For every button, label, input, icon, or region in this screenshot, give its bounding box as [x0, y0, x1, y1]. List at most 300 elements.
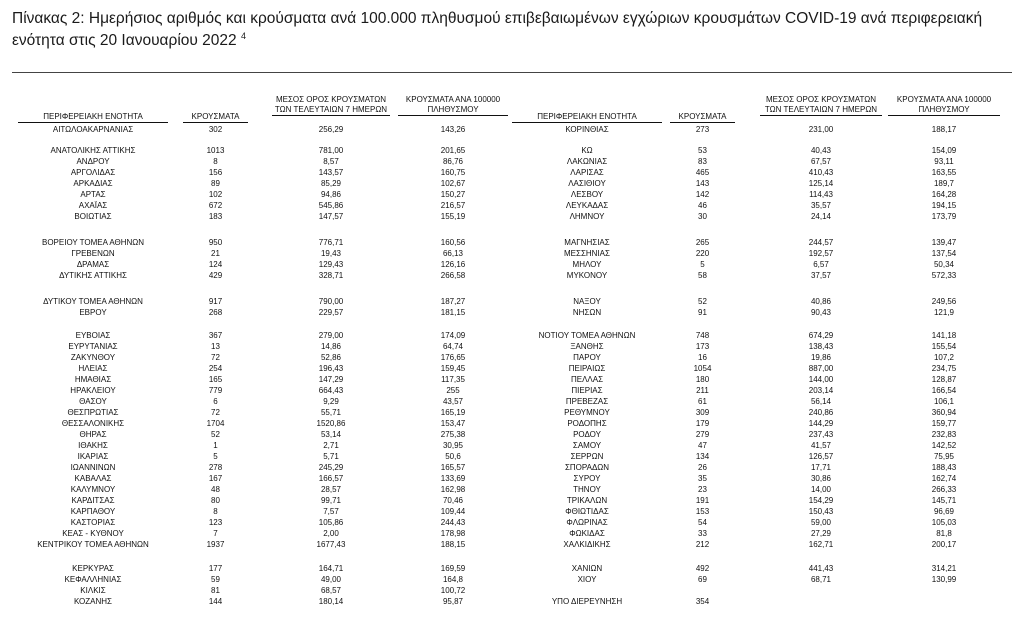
cell-per100k: 130,99: [931, 575, 957, 584]
cell-avg7: 126,57: [808, 452, 834, 461]
cell-avg7: 2,00: [323, 529, 339, 538]
cell-region: ΛΕΥΚΑΔΑΣ: [565, 201, 609, 210]
cell-cases: 69: [698, 575, 707, 584]
cell-per100k: 137,54: [931, 249, 957, 258]
cell-avg7: 68,71: [810, 575, 832, 584]
cell-avg7: 17,71: [810, 463, 832, 472]
cell-per100k: 105,03: [931, 518, 957, 527]
cell-per100k: 100,72: [440, 586, 466, 595]
cell-avg7: 147,29: [318, 375, 344, 384]
cell-avg7: 256,29: [318, 125, 344, 134]
cell-cases: 179: [695, 419, 710, 428]
cell-region: ΥΠΟ ΔΙΕΡΕΥΝΗΣΗ: [551, 597, 623, 606]
cell-cases: 183: [208, 212, 223, 221]
cell-avg7: 55,71: [320, 408, 342, 417]
cell-per100k: 75,95: [933, 452, 955, 461]
cell-region: ΚΕΑΣ - ΚΥΘΝΟΥ: [62, 529, 124, 538]
cell-region: ΑΝΑΤΟΛΙΚΗΣ ΑΤΤΙΚΗΣ: [50, 146, 136, 155]
cell-cases: 279: [695, 430, 710, 439]
cell-avg7: 35,57: [810, 201, 832, 210]
cell-region: ΧΑΛΚΙΔΙΚΗΣ: [563, 540, 611, 549]
header-per100k-right: ΚΡΟΥΣΜΑΤΑ ΑΝΑ 100000 ΠΛΗΘΥΣΜΟΥ: [888, 95, 1000, 116]
cell-per100k: 165,57: [440, 463, 466, 472]
cell-cases: 61: [698, 397, 707, 406]
cell-per100k: 249,56: [931, 297, 957, 306]
cell-per100k: 194,15: [931, 201, 957, 210]
cell-avg7: 9,29: [323, 397, 339, 406]
cell-per100k: 201,65: [440, 146, 466, 155]
cell-per100k: 360,94: [931, 408, 957, 417]
cell-region: ΘΗΡΑΣ: [79, 430, 107, 439]
cell-avg7: 2,71: [323, 441, 339, 450]
cell-cases: 83: [698, 157, 707, 166]
cell-region: ΘΑΣΟΥ: [79, 397, 107, 406]
cell-cases: 220: [695, 249, 710, 258]
cell-per100k: 188,17: [931, 125, 957, 134]
cell-cases: 8: [213, 157, 218, 166]
cell-cases: 5: [213, 452, 218, 461]
cell-region: ΜΕΣΣΗΝΙΑΣ: [564, 249, 610, 258]
cell-region: ΘΕΣΣΑΛΟΝΙΚΗΣ: [61, 419, 125, 428]
cell-cases: 950: [208, 238, 223, 247]
cell-cases: 52: [211, 430, 220, 439]
cell-per100k: 266,33: [931, 485, 957, 494]
cell-region: ΕΒΡΟΥ: [79, 308, 107, 317]
cell-per100k: 95,87: [442, 597, 464, 606]
cell-per100k: 162,74: [931, 474, 957, 483]
cell-cases: 52: [698, 297, 707, 306]
title-text: Πίνακας 2: Ημερήσιος αριθμός και κρούσματα ανά 100.000 πληθυσμού επιβεβαιωμένων εγχώριων κρουσμάτων COVID-19 ανά περιφερειακή ενότητα στις 20 Ιανουαρίου 2022: [12, 10, 983, 49]
cell-avg7: 99,71: [320, 496, 342, 505]
cell-avg7: 1677,43: [316, 540, 346, 549]
cell-cases: 33: [698, 529, 707, 538]
cell-region: ΦΘΙΩΤΙΔΑΣ: [565, 507, 609, 516]
cell-cases: 302: [208, 125, 223, 134]
cell-region: ΠΕΙΡΑΙΩΣ: [568, 364, 606, 373]
cell-per100k: 86,76: [442, 157, 464, 166]
cell-cases: 124: [208, 260, 223, 269]
cell-per100k: 50,6: [445, 452, 461, 461]
cell-avg7: 85,29: [320, 179, 342, 188]
cell-region: ΠΡΕΒΕΖΑΣ: [565, 397, 609, 406]
cell-cases: 91: [698, 308, 707, 317]
cell-avg7: 245,29: [318, 463, 344, 472]
cell-cases: 779: [208, 386, 223, 395]
cell-region: ΖΑΚΥΝΘΟΥ: [70, 353, 116, 362]
cell-avg7: 5,71: [323, 452, 339, 461]
cell-cases: 465: [695, 168, 710, 177]
cell-region: ΦΛΩΡΙΝΑΣ: [566, 518, 608, 527]
cell-cases: 13: [211, 342, 220, 351]
cell-per100k: 70,46: [442, 496, 464, 505]
title-divider: [12, 72, 1012, 73]
cell-avg7: 237,43: [808, 430, 834, 439]
cell-avg7: 52,86: [320, 353, 342, 362]
cell-per100k: 93,11: [934, 157, 954, 166]
cell-per100k: 164,28: [931, 190, 957, 199]
cell-region: ΑΝΔΡΟΥ: [76, 157, 110, 166]
cell-region: ΛΗΜΝΟΥ: [569, 212, 605, 221]
cell-cases: 80: [211, 496, 220, 505]
cell-avg7: 328,71: [318, 271, 344, 280]
cell-cases: 53: [698, 146, 707, 155]
cell-per100k: 266,58: [440, 271, 466, 280]
cell-avg7: 147,57: [318, 212, 344, 221]
cell-avg7: 114,43: [809, 190, 833, 199]
cell-avg7: 40,86: [810, 297, 832, 306]
cell-avg7: 203,14: [808, 386, 834, 395]
cell-region: ΗΛΕΙΑΣ: [78, 364, 108, 373]
cell-per100k: 150,27: [440, 190, 466, 199]
cell-region: ΙΩΑΝΝΙΝΩΝ: [70, 463, 116, 472]
cell-cases: 59: [211, 575, 220, 584]
cell-region: ΚΟΡΙΝΘΙΑΣ: [565, 125, 609, 134]
cell-cases: 102: [208, 190, 223, 199]
cell-region: ΑΧΑΪΑΣ: [78, 201, 108, 210]
cell-cases: 21: [211, 249, 220, 258]
cell-avg7: 19,86: [810, 353, 832, 362]
cell-per100k: 43,57: [442, 397, 464, 406]
cell-avg7: 56,14: [810, 397, 832, 406]
cell-cases: 72: [211, 353, 220, 362]
cell-avg7: 240,86: [808, 408, 834, 417]
cell-per100k: 143,26: [440, 125, 466, 134]
cell-avg7: 231,00: [808, 125, 834, 134]
cell-per100k: 106,1: [933, 397, 955, 406]
cell-per100k: 159,45: [440, 364, 466, 373]
cell-cases: 367: [208, 331, 223, 340]
cell-cases: 748: [695, 331, 710, 340]
header-cases-right: ΚΡΟΥΣΜΑΤΑ: [670, 112, 735, 123]
cell-region: ΡΟΔΟΥ: [573, 430, 601, 439]
cell-avg7: 229,57: [318, 308, 344, 317]
cell-per100k: 145,71: [931, 496, 957, 505]
cell-avg7: 6,57: [813, 260, 829, 269]
cell-per100k: 572,33: [931, 271, 957, 280]
cell-avg7: 674,29: [808, 331, 834, 340]
cell-per100k: 141,18: [931, 331, 957, 340]
cell-region: ΝΗΣΩΝ: [572, 308, 602, 317]
cell-region: ΚΙΛΚΙΣ: [80, 586, 106, 595]
cell-region: ΛΕΣΒΟΥ: [570, 190, 604, 199]
cell-per100k: 102,67: [440, 179, 466, 188]
cell-region: ΔΥΤΙΚΗΣ ΑΤΤΙΚΗΣ: [59, 271, 127, 280]
cell-cases: 191: [695, 496, 710, 505]
cell-per100k: 176,65: [440, 353, 466, 362]
cell-cases: 134: [695, 452, 710, 461]
cell-cases: 156: [208, 168, 223, 177]
cell-region: ΗΡΑΚΛΕΙΟΥ: [70, 386, 116, 395]
cell-region: ΠΑΡΟΥ: [573, 353, 601, 362]
header-region-right: ΠΕΡΙΦΕΡΕΙΑΚΗ ΕΝΟΤΗΤΑ: [512, 112, 662, 123]
cell-avg7: 1520,86: [316, 419, 346, 428]
cell-cases: 1054: [693, 364, 712, 373]
cell-per100k: 189,7: [933, 179, 955, 188]
cell-per100k: 232,83: [931, 430, 957, 439]
cell-region: ΚΑΣΤΟΡΙΑΣ: [70, 518, 116, 527]
cell-cases: 7: [213, 529, 218, 538]
cell-avg7: 125,14: [808, 179, 834, 188]
cell-per100k: 160,75: [440, 168, 466, 177]
cell-cases: 354: [695, 597, 710, 606]
cell-cases: 177: [208, 564, 223, 573]
cell-avg7: 154,29: [808, 496, 834, 505]
cell-cases: 309: [695, 408, 710, 417]
cell-avg7: 790,00: [318, 297, 344, 306]
cell-cases: 167: [208, 474, 223, 483]
cell-cases: 165: [208, 375, 223, 384]
cell-cases: 917: [208, 297, 223, 306]
cell-avg7: 30,86: [810, 474, 832, 483]
cell-avg7: 144,29: [808, 419, 834, 428]
cell-avg7: 129,43: [318, 260, 344, 269]
cell-region: ΛΑΣΙΘΙΟΥ: [568, 179, 606, 188]
cell-cases: 6: [213, 397, 218, 406]
header-region-left: ΠΕΡΙΦΕΡΕΙΑΚΗ ΕΝΟΤΗΤΑ: [18, 112, 168, 123]
cell-avg7: 410,43: [808, 168, 834, 177]
cell-region: ΡΟΔΟΠΗΣ: [567, 419, 607, 428]
cell-cases: 54: [698, 518, 707, 527]
cell-region: ΧΑΝΙΩΝ: [571, 564, 603, 573]
cell-region: ΛΑΡΙΣΑΣ: [570, 168, 604, 177]
cell-per100k: 128,87: [931, 375, 957, 384]
cell-avg7: 164,71: [318, 564, 344, 573]
cell-region: ΑΙΤΩΛΟΑΚΑΡΝΑΝΙΑΣ: [52, 125, 134, 134]
cell-avg7: 67,57: [810, 157, 832, 166]
cell-cases: 254: [208, 364, 223, 373]
cell-per100k: 126,16: [440, 260, 466, 269]
cell-avg7: 27,29: [810, 529, 832, 538]
cell-region: ΚΑΒΑΛΑΣ: [74, 474, 112, 483]
cell-region: ΣΑΜΟΥ: [572, 441, 602, 450]
cell-per100k: 173,79: [931, 212, 957, 221]
cell-region: ΠΕΛΛΑΣ: [570, 375, 604, 384]
header-avg7-right: ΜΕΣΟΣ ΟΡΟΣ ΚΡΟΥΣΜΑΤΩΝ ΤΩΝ ΤΕΛΕΥΤΑΙΩΝ 7 ΗΜΕΡΩΝ: [760, 95, 882, 116]
cell-cases: 211: [696, 386, 709, 395]
cell-cases: 1013: [206, 146, 225, 155]
cell-region: ΣΠΟΡΑΔΩΝ: [564, 463, 610, 472]
cell-avg7: 150,43: [808, 507, 834, 516]
cell-avg7: 37,57: [810, 271, 832, 280]
cell-region: ΤΡΙΚΑΛΩΝ: [566, 496, 608, 505]
cell-region: ΙΚΑΡΙΑΣ: [77, 452, 109, 461]
cell-cases: 35: [698, 474, 707, 483]
cell-avg7: 162,71: [808, 540, 834, 549]
cell-avg7: 545,86: [318, 201, 344, 210]
cell-region: ΕΥΒΟΙΑΣ: [75, 331, 111, 340]
cell-cases: 429: [208, 271, 223, 280]
cell-region: ΤΗΝΟΥ: [573, 485, 601, 494]
cell-avg7: 244,57: [808, 238, 834, 247]
cell-avg7: 19,43: [320, 249, 342, 258]
cell-avg7: 776,71: [318, 238, 344, 247]
cell-cases: 26: [698, 463, 707, 472]
cell-region: ΡΕΘΥΜΝΟΥ: [564, 408, 610, 417]
cell-cases: 58: [698, 271, 707, 280]
cell-cases: 5: [700, 260, 705, 269]
cell-per100k: 121,9: [933, 308, 955, 317]
cell-avg7: 138,43: [808, 342, 834, 351]
cell-avg7: 781,00: [318, 146, 344, 155]
cell-cases: 143: [695, 179, 710, 188]
cell-avg7: 664,43: [318, 386, 344, 395]
cell-per100k: 153,47: [440, 419, 466, 428]
cell-region: ΕΥΡΥΤΑΝΙΑΣ: [68, 342, 118, 351]
page-title: [12, 8, 1017, 52]
cell-avg7: 105,86: [318, 518, 344, 527]
cell-per100k: 96,69: [933, 507, 955, 516]
cell-cases: 265: [695, 238, 710, 247]
cell-per100k: 81,8: [936, 529, 952, 538]
cell-avg7: 887,00: [808, 364, 834, 373]
cell-per100k: 275,38: [440, 430, 466, 439]
cell-avg7: 14,00: [810, 485, 832, 494]
cell-cases: 1937: [206, 540, 225, 549]
cell-region: ΝΑΞΟΥ: [573, 297, 601, 306]
cell-per100k: 154,09: [931, 146, 957, 155]
cell-per100k: 66,13: [442, 249, 464, 258]
cell-per100k: 188,43: [931, 463, 957, 472]
cell-cases: 46: [698, 201, 707, 210]
cell-per100k: 178,98: [440, 529, 466, 538]
cell-region: ΑΡΤΑΣ: [80, 190, 106, 199]
cell-region: ΙΘΑΚΗΣ: [78, 441, 108, 450]
cell-per100k: 133,69: [440, 474, 466, 483]
cell-region: ΝΟΤΙΟΥ ΤΟΜΕΑ ΑΘΗΝΩΝ: [538, 331, 636, 340]
cell-avg7: 14,86: [320, 342, 342, 351]
cell-avg7: 144,00: [808, 375, 834, 384]
cell-region: ΓΡΕΒΕΝΩΝ: [71, 249, 115, 258]
cell-region: ΒΟΙΩΤΙΑΣ: [74, 212, 112, 221]
cell-per100k: 155,19: [440, 212, 466, 221]
cell-region: ΔΡΑΜΑΣ: [76, 260, 110, 269]
cell-cases: 273: [695, 125, 710, 134]
cell-region: ΞΑΝΘΗΣ: [570, 342, 604, 351]
cell-per100k: 30,95: [442, 441, 464, 450]
cell-avg7: 49,00: [320, 575, 342, 584]
cell-avg7: 90,43: [810, 308, 832, 317]
cell-cases: 153: [695, 507, 710, 516]
cell-region: ΒΟΡΕΙΟΥ ΤΟΜΕΑ ΑΘΗΝΩΝ: [41, 238, 145, 247]
cell-per100k: 169,59: [440, 564, 466, 573]
cell-region: ΛΑΚΩΝΙΑΣ: [566, 157, 608, 166]
cell-per100k: 187,27: [440, 297, 466, 306]
cell-region: ΧΙΟΥ: [577, 575, 597, 584]
cell-region: ΚΕΝΤΡΙΚΟΥ ΤΟΜΕΑ ΑΘΗΝΩΝ: [37, 540, 149, 549]
cell-per100k: 314,21: [931, 564, 957, 573]
cell-per100k: 64,74: [442, 342, 464, 351]
cell-cases: 16: [698, 353, 707, 362]
cell-avg7: 8,57: [323, 157, 339, 166]
cell-cases: 173: [695, 342, 710, 351]
cell-per100k: 159,77: [931, 419, 957, 428]
cell-per100k: 50,34: [933, 260, 955, 269]
cell-avg7: 196,43: [318, 364, 344, 373]
cell-per100k: 164,8: [442, 575, 464, 584]
cell-per100k: 165,19: [440, 408, 466, 417]
cell-per100k: 162,98: [440, 485, 466, 494]
cell-cases: 492: [695, 564, 710, 573]
cell-cases: 142: [695, 190, 710, 199]
cell-region: ΜΗΛΟΥ: [572, 260, 602, 269]
cell-per100k: 200,17: [931, 540, 957, 549]
cell-cases: 23: [698, 485, 707, 494]
cell-cases: 48: [211, 485, 220, 494]
cell-region: ΔΥΤΙΚΟΥ ΤΟΜΕΑ ΑΘΗΝΩΝ: [43, 297, 143, 306]
cell-region: ΚΩ: [581, 146, 593, 155]
cell-avg7: 180,14: [318, 597, 344, 606]
cell-region: ΚΑΡΠΑΘΟΥ: [70, 507, 116, 516]
cell-cases: 268: [208, 308, 223, 317]
cell-avg7: 41,57: [810, 441, 832, 450]
cell-per100k: 255: [446, 386, 460, 395]
title-footnote: 4: [240, 30, 246, 41]
cell-per100k: 163,55: [931, 168, 957, 177]
cell-region: ΚΑΛΥΜΝΟΥ: [70, 485, 116, 494]
cell-cases: 1704: [206, 419, 225, 428]
cell-cases: 47: [698, 441, 707, 450]
header-avg7-left: ΜΕΣΟΣ ΟΡΟΣ ΚΡΟΥΣΜΑΤΩΝ ΤΩΝ ΤΕΛΕΥΤΑΙΩΝ 7 ΗΜΕΡΩΝ: [272, 95, 390, 116]
cell-cases: 144: [208, 597, 223, 606]
cell-avg7: 279,00: [318, 331, 344, 340]
cell-cases: 89: [211, 179, 220, 188]
cell-avg7: 166,57: [318, 474, 344, 483]
cell-avg7: 441,43: [808, 564, 834, 573]
cell-region: ΘΕΣΠΡΩΤΙΑΣ: [67, 408, 119, 417]
cell-per100k: 174,09: [440, 331, 466, 340]
cell-cases: 81: [211, 586, 220, 595]
cell-avg7: 24,14: [810, 212, 832, 221]
cell-cases: 180: [695, 375, 710, 384]
header-per100k-left: ΚΡΟΥΣΜΑΤΑ ΑΝΑ 100000 ΠΛΗΘΥΣΜΟΥ: [398, 95, 508, 116]
cell-avg7: 143,57: [318, 168, 344, 177]
cell-region: ΚΕΡΚΥΡΑΣ: [72, 564, 114, 573]
cell-per100k: 244,43: [440, 518, 466, 527]
cell-region: ΑΡΓΟΛΙΔΑΣ: [70, 168, 116, 177]
cell-region: ΜΥΚΟΝΟΥ: [566, 271, 608, 280]
cell-region: ΑΡΚΑΔΙΑΣ: [73, 179, 113, 188]
cell-avg7: 68,57: [320, 586, 342, 595]
cell-avg7: 53,14: [320, 430, 342, 439]
cell-region: ΦΩΚΙΔΑΣ: [569, 529, 605, 538]
cell-avg7: 7,57: [323, 507, 339, 516]
cell-region: ΣΕΡΡΩΝ: [570, 452, 604, 461]
cell-region: ΚΟΖΑΝΗΣ: [73, 597, 113, 606]
cell-avg7: 192,57: [808, 249, 834, 258]
cell-per100k: 181,15: [440, 308, 466, 317]
cell-region: ΣΥΡΟΥ: [573, 474, 601, 483]
cell-cases: 672: [208, 201, 223, 210]
cell-per100k: 142,52: [931, 441, 957, 450]
cell-per100k: 188,15: [440, 540, 466, 549]
cell-per100k: 107,2: [933, 353, 955, 362]
cell-avg7: 40,43: [810, 146, 832, 155]
cell-per100k: 160,56: [440, 238, 466, 247]
cell-region: ΜΑΓΝΗΣΙΑΣ: [564, 238, 610, 247]
cell-per100k: 166,54: [931, 386, 957, 395]
cell-per100k: 234,75: [931, 364, 957, 373]
cell-region: ΚΕΦΑΛΛΗΝΙΑΣ: [64, 575, 122, 584]
cell-avg7: 94,86: [320, 190, 342, 199]
cell-per100k: 216,57: [440, 201, 466, 210]
cell-cases: 30: [698, 212, 707, 221]
cell-cases: 1: [213, 441, 218, 450]
cell-region: ΗΜΑΘΙΑΣ: [74, 375, 112, 384]
header-cases-left: ΚΡΟΥΣΜΑΤΑ: [183, 112, 248, 123]
cell-avg7: 59,00: [810, 518, 832, 527]
cell-cases: 8: [213, 507, 218, 516]
cell-per100k: 139,47: [931, 238, 957, 247]
